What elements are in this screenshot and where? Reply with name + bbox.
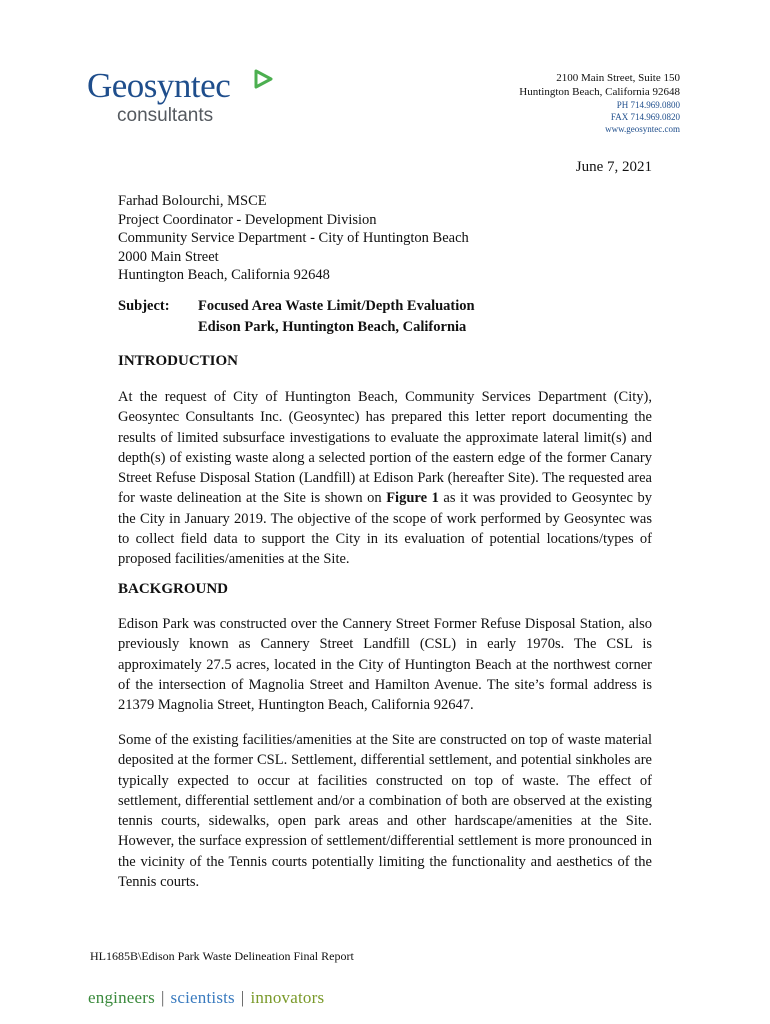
subject-label: Subject: [118, 298, 170, 314]
tagline-engineers: engineers [88, 988, 155, 1007]
recipient-city: Huntington Beach, California 92648 [118, 267, 330, 283]
background-paragraph-1: Edison Park was constructed over the Cannery Street Former Refuse Disposal Station, also previously known as Cannery Street Landfill (CSL) in early 1970s. The CSL is approximately 27.5 acres, located in the City of Huntington Beach at the northwest corner of the intersection of Magnolia Street and Hamilton Avenue. The site’s formal address is 21379 Magnolia Street, Huntington Beach, California 92647. [118, 616, 652, 714]
fax-number: FAX 714.969.0820 [610, 112, 680, 122]
company-logo [87, 64, 287, 134]
introduction-heading: INTRODUCTION [118, 353, 239, 369]
website-link[interactable]: www.geosyntec.com [605, 124, 680, 134]
document-reference: HL1685B\Edison Park Waste Delineation Final Report [90, 949, 354, 963]
play-triangle-icon [253, 69, 273, 89]
tagline-separator: | [240, 988, 245, 1007]
address-line-1: 2100 Main Street, Suite 150 [556, 72, 680, 84]
introduction-paragraph [118, 387, 652, 570]
letter-date: June 7, 2021 [575, 159, 652, 175]
recipient-block [118, 192, 469, 285]
recipient-name: Farhad Bolourchi, MSCE [118, 193, 267, 209]
tagline-scientists: scientists [170, 988, 235, 1007]
recipient-street: 2000 Main Street [118, 248, 219, 265]
recipient-title: Project Coordinator - Development Division [118, 211, 377, 228]
intro-text-after: as it was provided to Geosyntec by the City in January 2019. The objective of the scope of work performed by Geosyntec was to collect field data to support the City in its evaluation of potential locations/types of proposed facilities/amenities at the Site. [118, 490, 652, 568]
footer-tagline [88, 987, 324, 1009]
subject-line-2: Edison Park, Huntington Beach, California [198, 319, 467, 335]
intro-text-before: At the request of City of Huntington Beach, Community Services Department (City), Geosyntec Consultants Inc. (Geosyntec) has prepared this letter report documenting the results of limited subsurface investigations to evaluate the approximate lateral limit(s) and depth(s) of existing waste along a selected portion of the eastern edge of the former Canary Street Refuse Disposal Station (Landfill) at Edison Park (hereafter Site). The requested area for waste delineation at the Site is shown on [118, 389, 652, 507]
tagline-innovators: innovators [250, 988, 325, 1007]
phone-number: PH 714.969.0800 [616, 100, 680, 110]
tagline-separator: | [160, 988, 165, 1007]
background-heading: BACKGROUND [118, 581, 229, 597]
address-line-2: Huntington Beach, California 92648 [519, 86, 680, 98]
figure-reference: Figure 1 [386, 490, 439, 507]
logo-wordmark: Geosyntec [87, 66, 231, 105]
letterhead-address [519, 71, 680, 135]
logo-subtitle: consultants [117, 105, 214, 126]
subject-line-1: Focused Area Waste Limit/Depth Evaluation [198, 298, 475, 314]
recipient-department: Community Service Department - City of Huntington Beach [118, 230, 469, 246]
background-paragraph-2: Some of the existing facilities/amenities at the Site are constructed on top of waste material deposited at the former CSL. Settlement, differential settlement, and potential sinkholes are typically expected to occur at facilities constructed on top of waste. The effect of settlement, differential settlement and/or a combination of both are observed at the existing tennis courts, sidewalks, open park areas and other hardscape/amenities at the Site. However, the surface expression of settlement/differential settlement is more pronounced in the vicinity of the Tennis courts potentially limiting the functionality and aesthetics of the Tennis courts. [118, 732, 652, 891]
